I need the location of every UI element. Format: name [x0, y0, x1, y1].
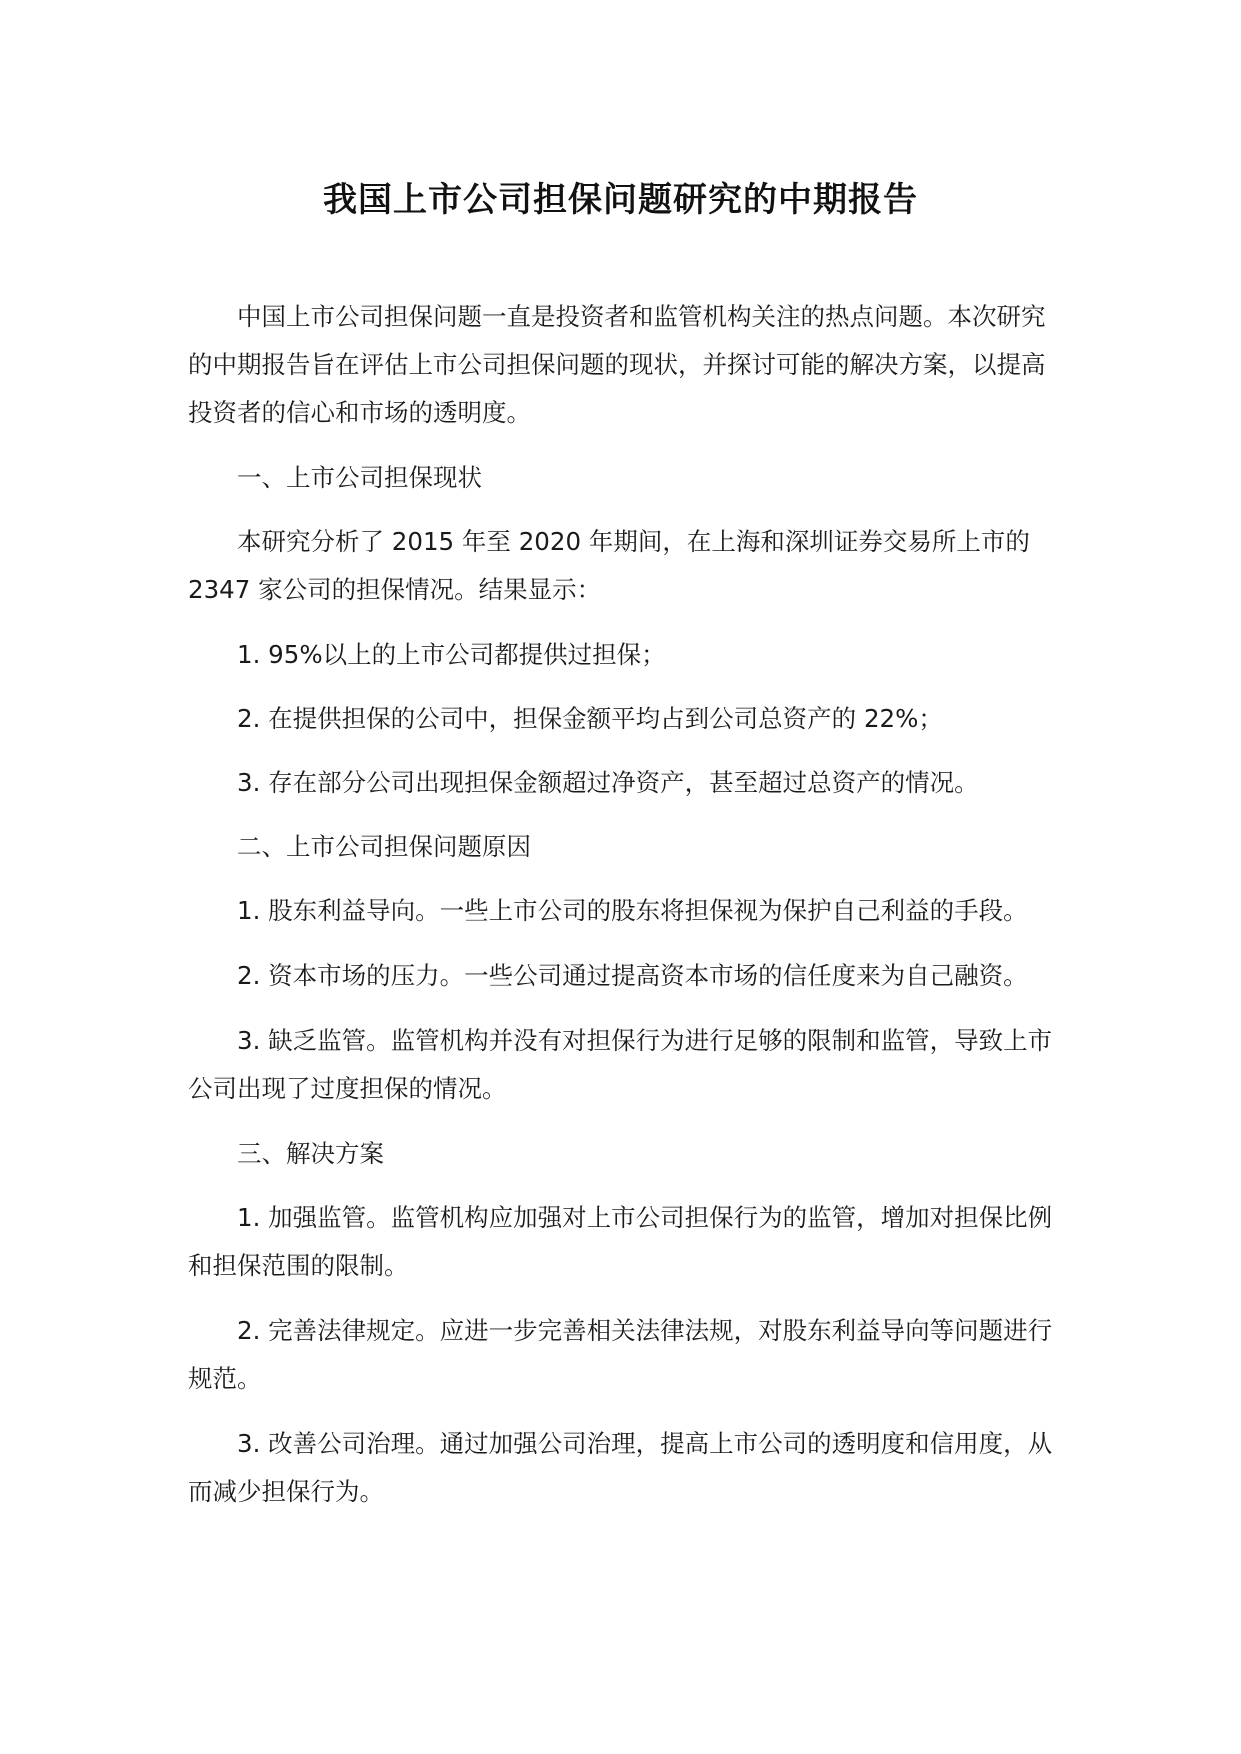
list-item-status-1: 1. 95%以上的上市公司都提供过担保； — [237, 640, 666, 669]
paragraph-status-summary: 本研究分析了 2015 年至 2020 年期间，在上海和深圳证券交易所上市的 2347 家公司的担保情况。结果显示： — [188, 527, 1030, 604]
section-heading-3: 三、解决方案 — [237, 1139, 384, 1168]
document-title: 我国上市公司担保问题研究的中期报告 — [323, 180, 918, 220]
list-item-solution-1: 1. 加强监管。监管机构应加强对上市公司担保行为的监管，增加对担保比例和担保范围的限制。 — [188, 1203, 1053, 1280]
list-item-solution-2: 2. 完善法律规定。应进一步完善相关法律法规，对股东利益导向等问题进行规范。 — [188, 1316, 1053, 1393]
section-heading-1: 一、上市公司担保现状 — [237, 463, 482, 492]
paragraph-intro: 中国上市公司担保问题一直是投资者和监管机构关注的热点问题。本次研究的中期报告旨在评估上市公司担保问题的现状，并探讨可能的解决方案，以提高投资者的信心和市场的透明度。 — [188, 302, 1046, 427]
list-item-solution-3: 3. 改善公司治理。通过加强公司治理，提高上市公司的透明度和信用度，从而减少担保行为。 — [188, 1429, 1053, 1506]
list-item-cause-1: 1. 股东利益导向。一些上市公司的股东将担保视为保护自己利益的手段。 — [237, 896, 1028, 925]
document-body — [188, 293, 1068, 1533]
list-item-status-3: 3. 存在部分公司出现担保金额超过净资产，甚至超过总资产的情况。 — [237, 768, 979, 797]
section-heading-2: 二、上市公司担保问题原因 — [237, 832, 531, 861]
list-item-status-2: 2. 在提供担保的公司中，担保金额平均占到公司总资产的 22%； — [237, 704, 943, 733]
list-item-cause-2: 2. 资本市场的压力。一些公司通过提高资本市场的信任度来为自己融资。 — [237, 961, 1028, 990]
list-item-cause-3: 3. 缺乏监管。监管机构并没有对担保行为进行足够的限制和监管，导致上市公司出现了过度担保的情况。 — [188, 1026, 1053, 1103]
